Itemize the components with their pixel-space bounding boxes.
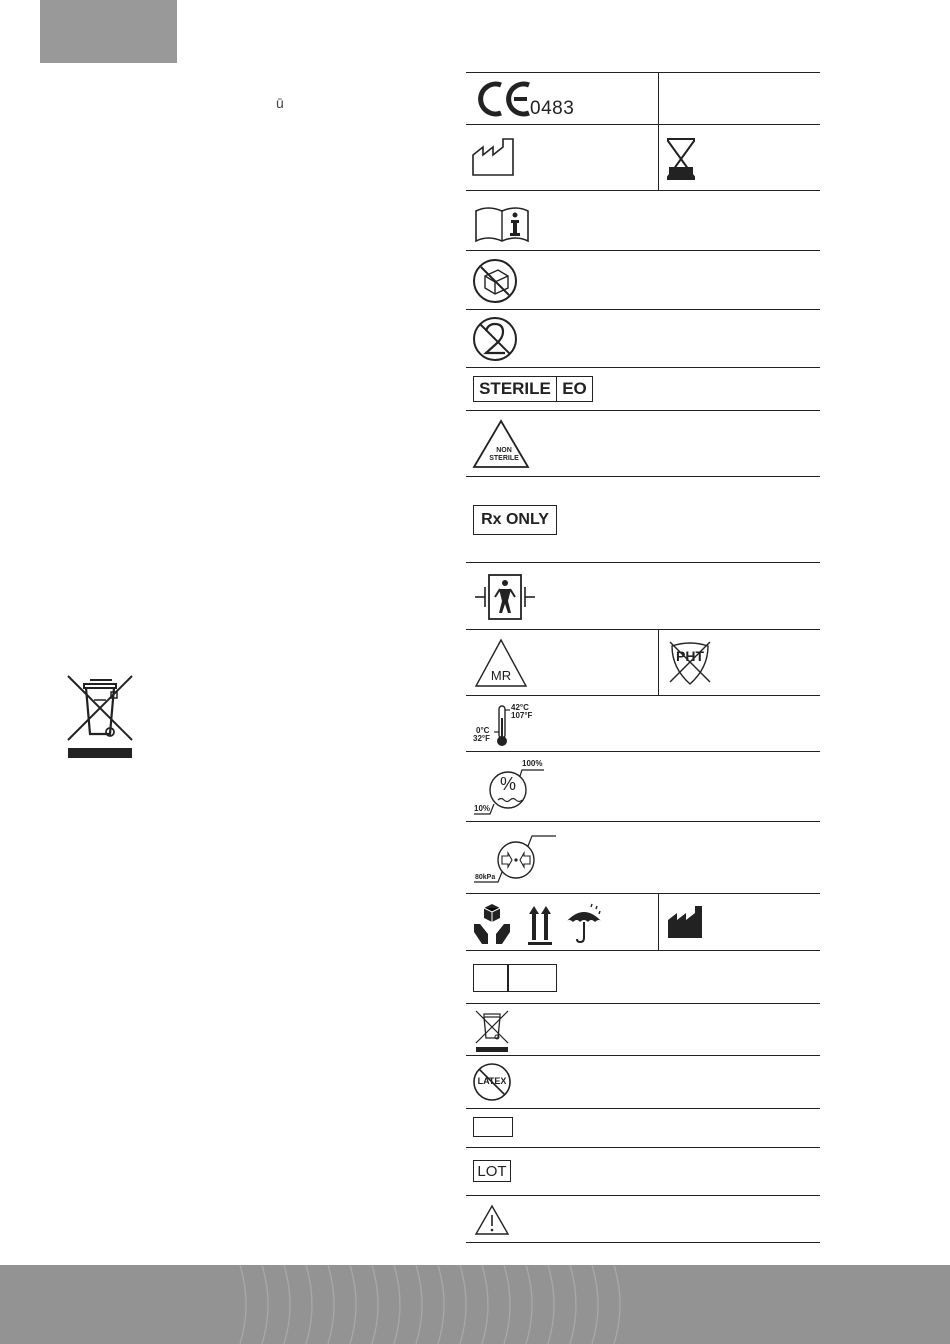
row-humidity-limit: % 100% 10%: [466, 751, 820, 821]
rx-only-label: Rx ONLY: [473, 505, 557, 535]
ce-mark-icon: [474, 79, 536, 119]
weee-bin-icon: [66, 674, 134, 760]
row-damaged-package: [466, 250, 820, 309]
symbol-table: [466, 72, 820, 1243]
row-handling: [466, 893, 820, 950]
row-latex-free: LATEX: [466, 1055, 820, 1108]
lot-label: LOT: [473, 1160, 511, 1182]
caution-warning-icon: [474, 1204, 510, 1236]
stray-character: ū: [276, 95, 284, 111]
type-bf-applied-part-icon: [473, 573, 537, 621]
row-ce-mark: [466, 72, 820, 124]
row-instructions: [466, 190, 820, 250]
row-rx-only: [466, 476, 820, 562]
catalog-number-label: [473, 964, 557, 992]
row-temperature-limit: 42°C 107°F 0°C 32°F: [466, 695, 820, 751]
manufacture-date-icon: [471, 137, 515, 177]
this-way-up-icon: [526, 902, 554, 946]
row-caution: [466, 1195, 820, 1243]
fragile-handle-with-care-icon: [472, 902, 512, 946]
weee-small-icon: [474, 1010, 510, 1052]
row-single-use: [466, 309, 820, 367]
temperature-limit-icon: [494, 704, 510, 748]
sterile-eo-label: STERILE EO: [473, 376, 593, 402]
instructions-for-use-icon: [474, 205, 530, 243]
damaged-package-icon: [472, 258, 518, 304]
row-pressure-limit: 80kPa: [466, 821, 820, 893]
row-non-sterile: NON STERILE: [466, 410, 820, 476]
keep-dry-icon: [564, 902, 604, 946]
do-not-reuse-icon: [472, 316, 518, 362]
empty-label-box: [473, 1117, 513, 1137]
footer-decorative-arcs: [0, 1265, 950, 1344]
ce-notified-body-number: 0483: [530, 98, 575, 119]
row-serial-box: [466, 1108, 820, 1147]
row-weee: [466, 1003, 820, 1055]
row-catalog-number: [466, 950, 820, 1003]
manufacturer-icon: [666, 904, 704, 940]
row-mr-pht: MR PHT: [466, 629, 820, 695]
use-by-date-icon: [666, 137, 696, 181]
row-applied-part: [466, 562, 820, 629]
footer-band: [0, 1265, 950, 1344]
row-sterile-eo: [466, 367, 820, 410]
row-lot: [466, 1147, 820, 1195]
row-manufacture-date: [466, 124, 820, 190]
section-tab: [40, 0, 177, 63]
